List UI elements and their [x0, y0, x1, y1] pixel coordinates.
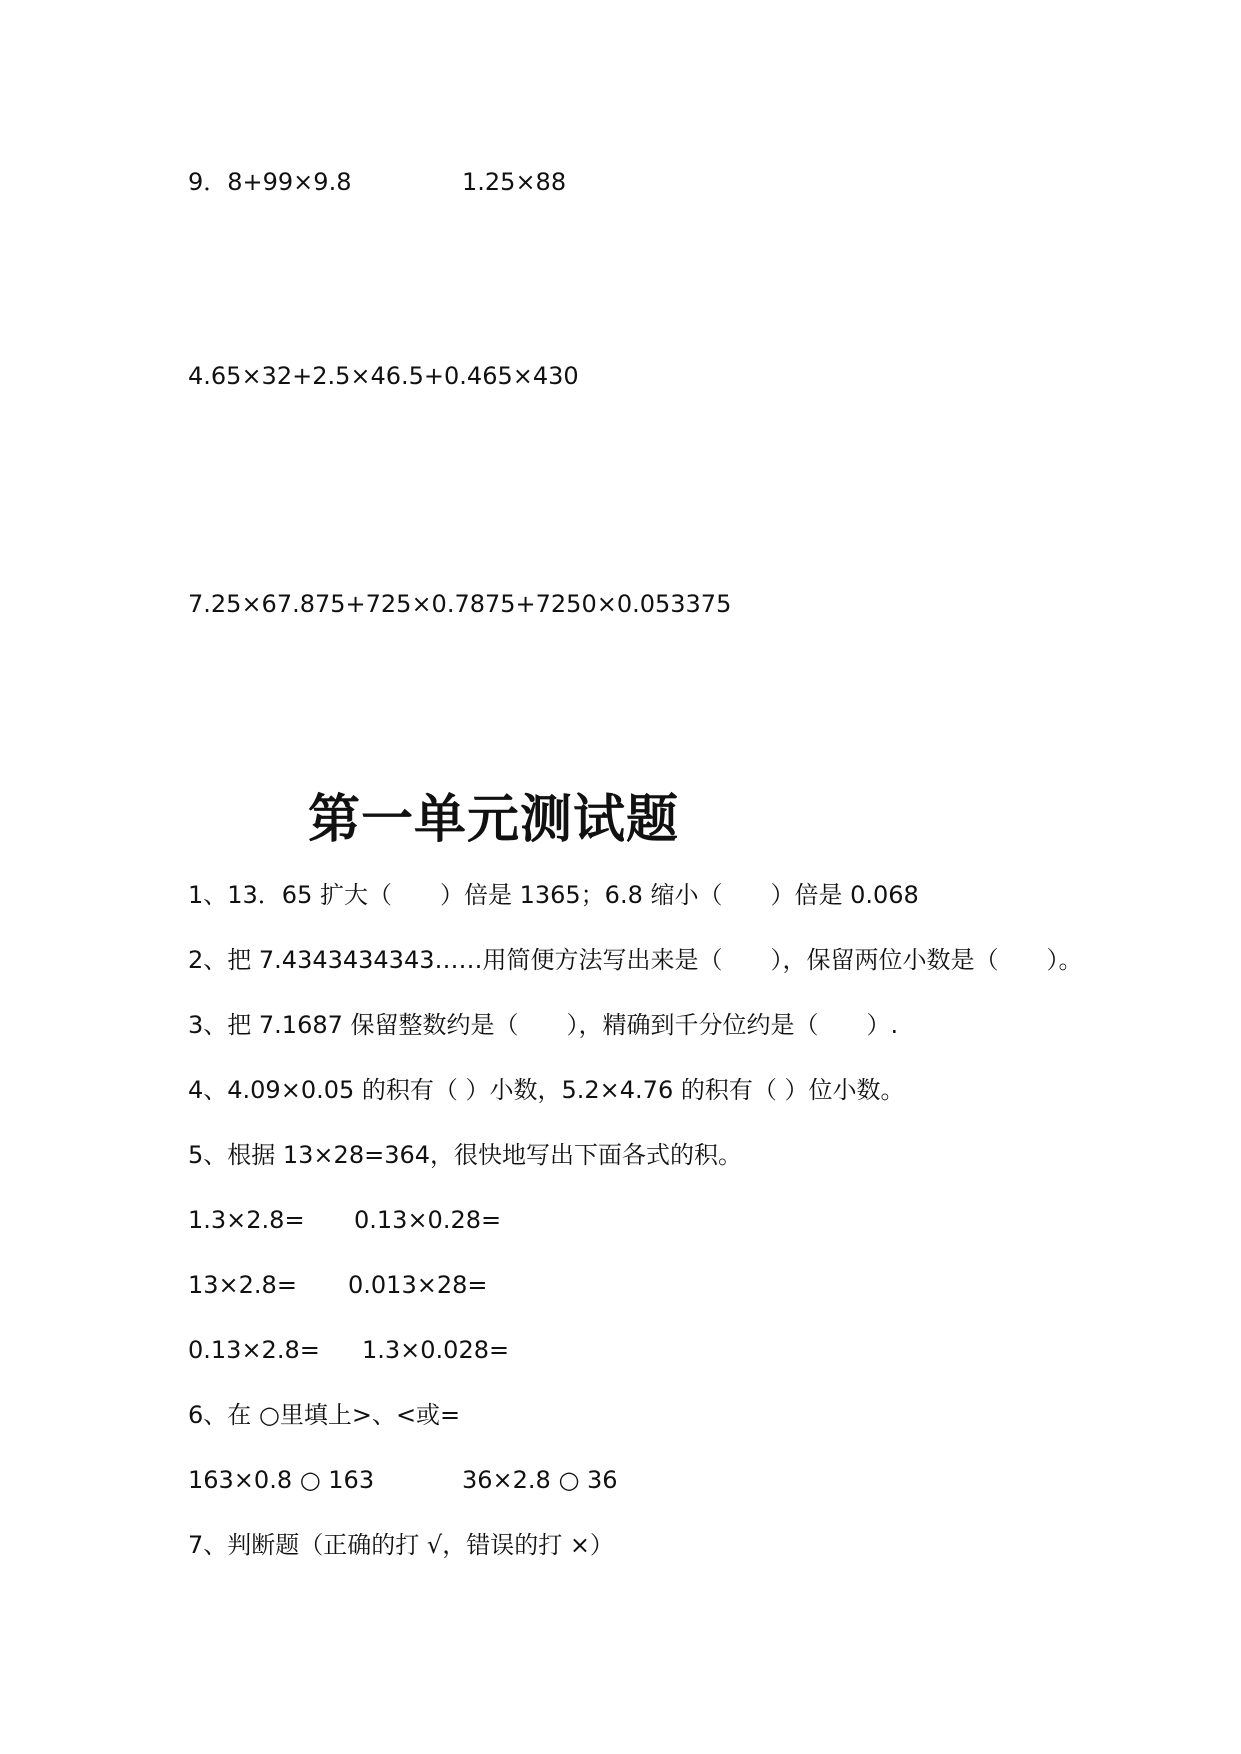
q5-item-2a: 13×2.8=	[188, 1271, 297, 1299]
question-3: 3、把 7.1687 保留整数约是（ ），精确到千分位约是（ ）.	[188, 1011, 899, 1039]
page-title: 第一单元测试题	[308, 790, 680, 850]
q6-item-b: 36×2.8 ○ 36	[462, 1466, 618, 1494]
question-1: 1、13．65 扩大（ ）倍是 1365；6.8 缩小（ ）倍是 0.068	[188, 881, 919, 909]
question-6: 6、在 ○里填上>、<或=	[188, 1401, 461, 1429]
q5-item-1a: 1.3×2.8=	[188, 1206, 305, 1234]
q5-item-3a: 0.13×2.8=	[188, 1336, 320, 1364]
calc-expression-3: 7.25×67.875+725×0.7875+7250×0.053375	[188, 590, 732, 618]
calc-expression-1a: 9．8+99×9.8	[188, 168, 352, 196]
question-2: 2、把 7.4343434343……用简便方法写出来是（ ），保留两位小数是（ ）。	[188, 946, 1083, 974]
q5-item-2b: 0.013×28=	[348, 1271, 488, 1299]
q5-item-3b: 1.3×0.028=	[362, 1336, 510, 1364]
calc-expression-1b: 1.25×88	[462, 168, 567, 196]
question-7: 7、判断题（正确的打 √，错误的打 ×）	[188, 1531, 614, 1559]
question-4: 4、4.09×0.05 的积有（ ）小数，5.2×4.76 的积有（ ）位小数。	[188, 1076, 905, 1104]
q5-item-1b: 0.13×0.28=	[354, 1206, 502, 1234]
question-5: 5、根据 13×28=364，很快地写出下面各式的积。	[188, 1141, 743, 1169]
calc-expression-2: 4.65×32+2.5×46.5+0.465×430	[188, 362, 579, 390]
q6-item-a: 163×0.8 ○ 163	[188, 1466, 375, 1494]
